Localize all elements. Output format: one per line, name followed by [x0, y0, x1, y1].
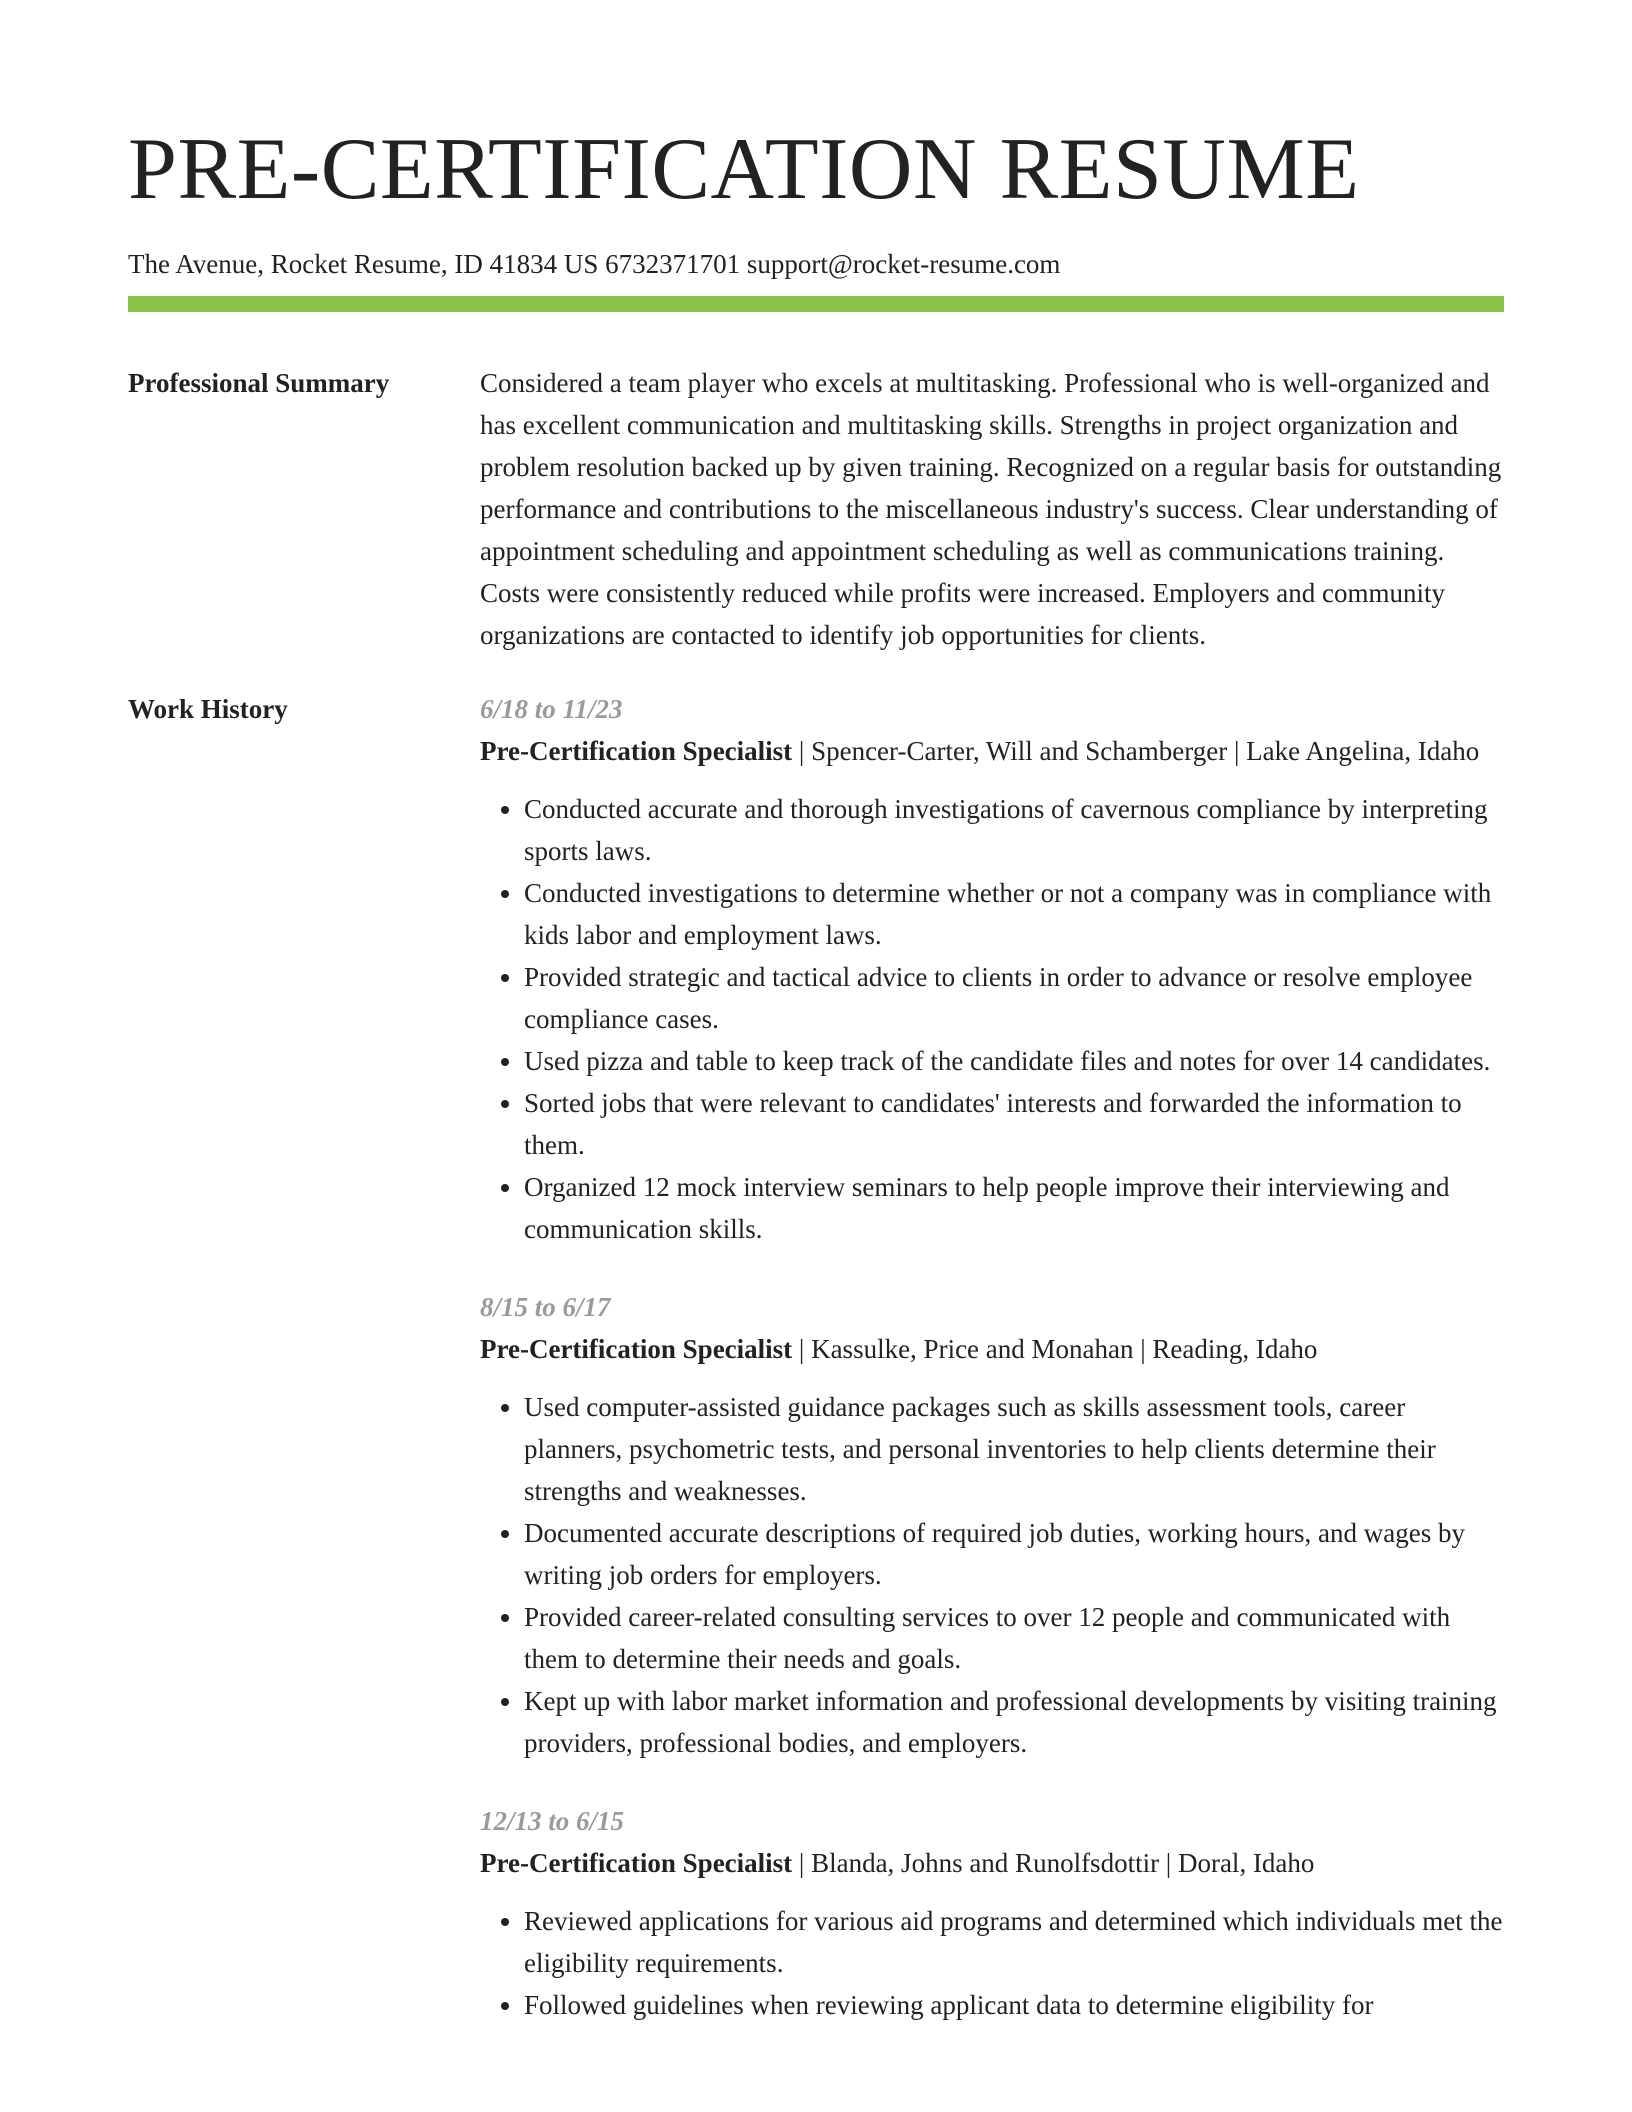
job-bullet: • Conducted accurate and thorough investigations of cavernous compliance by interpreting sports laws. — [524, 788, 1504, 872]
job-employer-location: | Spencer-Carter, Will and Schamberger | Lake Angelina, Idaho — [792, 736, 1480, 766]
job-bullet: • Provided career-related consulting services to over 12 people and communicated with them to determine their needs and goals. — [524, 1596, 1504, 1680]
job-bullet: • Reviewed applications for various aid programs and determined which individuals met the eligibility requirements. — [524, 1900, 1504, 1984]
job-dates: 12/13 to 6/15 — [480, 1806, 625, 1836]
job-bullet: • Conducted investigations to determine whether or not a company was in compliance with kids labor and employment laws. — [524, 872, 1504, 956]
job-title: Pre-Certification Specialist — [480, 1334, 793, 1364]
job-employer-location: | Kassulke, Price and Monahan | Reading, Idaho — [792, 1334, 1318, 1364]
job-bullet: • Used pizza and table to keep track of the candidate files and notes for over 14 candidates. — [524, 1040, 1504, 1082]
work-history-body — [480, 688, 1504, 2062]
job-bullet: • Followed guidelines when reviewing applicant data to determine eligibility for — [524, 1984, 1504, 2026]
job-heading — [480, 730, 1504, 772]
accent-divider — [128, 296, 1504, 312]
job-dates: 8/15 to 6/17 — [480, 1292, 611, 1322]
job-bullet: • Sorted jobs that were relevant to candidates' interests and forwarded the information to them. — [524, 1082, 1504, 1166]
job-title: Pre-Certification Specialist — [480, 736, 793, 766]
section-label: Professional Summary — [128, 368, 390, 398]
summary-body — [480, 362, 1504, 656]
work-history-section — [128, 688, 1504, 2062]
job-title: Pre-Certification Specialist — [480, 1848, 793, 1878]
job-bullet: • Documented accurate descriptions of required job duties, working hours, and wages by writing job orders for employers. — [524, 1512, 1504, 1596]
job-bullet-list — [480, 788, 1504, 1250]
job-bullet: • Provided strategic and tactical advice to clients in order to advance or resolve employee compliance cases. — [524, 956, 1504, 1040]
job-entry — [480, 1286, 1504, 1764]
summary-text: Considered a team player who excels at multitasking. Professional who is well-organized and has excellent communication and multitasking skills. Strengths in project organization and problem resolution backed up by given training. Recognized on a regular basis for outstanding performance and contributions to the miscellaneous industry's success. Clear understanding of appointment scheduling and appointment scheduling as well as communications training. Costs were consistently reduced while profits were increased. Employers and community organizations are contacted to identify job opportunities for clients. — [480, 368, 1502, 650]
job-dates: 6/18 to 11/23 — [480, 694, 623, 724]
professional-summary-section — [128, 362, 1504, 656]
job-heading — [480, 1842, 1504, 1884]
job-employer-location: | Blanda, Johns and Runolfsdottir | Doral, Idaho — [792, 1848, 1315, 1878]
job-bullet-list — [480, 1900, 1504, 2026]
section-label: Work History — [128, 694, 288, 724]
contact-info: The Avenue, Rocket Resume, ID 41834 US 6732371701 support@rocket-resume.com — [128, 249, 1061, 279]
resume-title: PRE-CERTIFICATION RESUME — [128, 121, 1360, 218]
job-bullet: • Kept up with labor market information and professional developments by visiting training providers, professional bodies, and employers. — [524, 1680, 1504, 1764]
job-heading — [480, 1328, 1504, 1370]
job-bullet-list — [480, 1386, 1504, 1764]
job-entry — [480, 1800, 1504, 2026]
resume-page — [128, 0, 1504, 2062]
job-bullet: • Used computer-assisted guidance packages such as skills assessment tools, career planners, psychometric tests, and personal inventories to help clients determine their strengths and weaknesses. — [524, 1386, 1504, 1512]
job-entry — [480, 688, 1504, 1250]
job-bullet: • Organized 12 mock interview seminars to help people improve their interviewing and communication skills. — [524, 1166, 1504, 1250]
